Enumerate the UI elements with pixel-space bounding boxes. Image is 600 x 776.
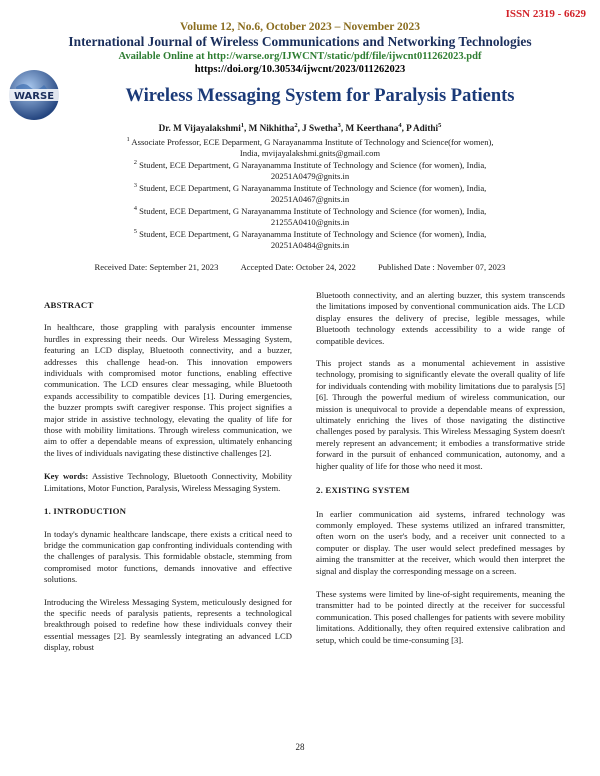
right-paragraph-2: This project stands as a monumental achievement in assistive technology, promising to significantly elevate the overall quality of life for individuals contending with mobility limitations due to paralysis [5] [6]. Through the powerful medium of wireless communication, our mission is unequivocal to provide a dependable means of expression, ultimately enriching the lives of those navigating the distinctive challenges posed by paralysis. This Wireless Messaging System doesn't merely represent an advancement; it embodies a transformative stride forward in the pursuit of enhanced communication, autonomy, and a higher quality of life for those who need it most. bbox=[316, 358, 565, 471]
author-name: M Nikhitha bbox=[248, 123, 295, 134]
left-column bbox=[44, 300, 292, 654]
affil-email: India, mvijayalakshmi.gnits@gmail.com bbox=[239, 148, 381, 159]
introduction-heading: 1. INTRODUCTION bbox=[44, 506, 127, 517]
published-date: Published Date : November 07, 2023 bbox=[377, 262, 506, 272]
intro-paragraph-1: In today's dynamic healthcare landscape, there exists a critical need to bridge the communication gap confronting individuals contending with the challenges of paralysis. This formidable obstacle, stemming from compromised motor functions, demands innovative and effective solutions. bbox=[44, 528, 292, 585]
affil-sup: 2 bbox=[133, 159, 137, 166]
warse-logo bbox=[6, 67, 62, 123]
affil-line: Student, ECE Department, G Narayanamma Institute of Technology and Science (for women), India, bbox=[136, 228, 487, 239]
affil-sup: 1 bbox=[126, 136, 130, 143]
intro-paragraph-2: Introducing the Wireless Messaging System, meticulously designed for the specific needs of paralysis patients, represents a technological breakthrough poised to redefine how these individuals convey their essential messages [2]. By seamlessly integrating an advanced LCD display, robust bbox=[44, 596, 292, 653]
affil-email: 20251A0479@gnits.in bbox=[270, 171, 350, 182]
keywords bbox=[44, 471, 292, 494]
affiliation-1 bbox=[70, 134, 550, 160]
right-column bbox=[316, 290, 565, 646]
affil-line: Student, ECE Department, G Narayanamma Institute of Technology and Science (for women), India, bbox=[136, 205, 487, 216]
affiliation-2 bbox=[70, 157, 550, 183]
affil-line: Student, ECE Department, G Narayanamma Institute of Technology and Science (for women), India, bbox=[136, 182, 487, 193]
accepted-date: Accepted Date: October 24, 2022 bbox=[240, 262, 356, 272]
page-number: 28 bbox=[295, 742, 305, 752]
author-sup: 5 bbox=[438, 122, 442, 129]
keywords-text: Assistive Technology, Bluetooth Connectivity, Mobility Limitations, Motor Function, Paralysis, Wireless Messaging System. bbox=[44, 471, 292, 493]
publication-dates bbox=[0, 262, 600, 272]
affil-email: 21255A0410@gnits.in bbox=[270, 217, 350, 228]
abstract-heading: ABSTRACT bbox=[44, 300, 94, 310]
volume-line: Volume 12, No.6, October 2023 – November 2023 bbox=[180, 21, 420, 33]
author-sup: 4 bbox=[398, 122, 402, 129]
affiliation-3 bbox=[70, 180, 550, 206]
author-name: M Keerthana bbox=[345, 123, 399, 134]
author-sup: 1 bbox=[240, 122, 245, 129]
author-sup: 3 bbox=[337, 122, 341, 129]
existing-paragraph-2: These systems were limited by line-of-sight requirements, meaning the transmitter had to be pointed directly at the receiver for successful communication. This posed challenges for patients with severe mobility limitations. Additionally, they often required extensive calibration and setup, which could be time-consuming [3]. bbox=[316, 588, 565, 645]
author-name: P Adithi bbox=[406, 123, 439, 134]
affil-sup: 4 bbox=[133, 205, 137, 212]
issn-label: ISSN 2319 - 6629 bbox=[505, 8, 586, 20]
affil-sup: 5 bbox=[133, 228, 137, 235]
affil-line: Student, ECE Department, G Narayanamma Institute of Technology and Science (for women), India, bbox=[136, 159, 487, 170]
received-date: Received Date: September 21, 2023 bbox=[94, 262, 219, 272]
affil-sup: 3 bbox=[133, 182, 137, 189]
globe-logo-icon bbox=[6, 67, 62, 123]
affil-line: Associate Professor, ECE Deparment, G Narayanamma Institute of Technology and Science(for women), bbox=[129, 136, 494, 147]
keywords-label: Key words: bbox=[44, 471, 89, 482]
paper-title: Wireless Messaging System for Paralysis Patients bbox=[125, 86, 515, 106]
logo-text: WARSE bbox=[13, 91, 55, 102]
doi-link[interactable]: https://doi.org/10.30534/ijwcnt/2023/011262023 bbox=[194, 64, 406, 75]
affiliation-5 bbox=[70, 226, 550, 252]
existing-system-heading: 2. EXISTING SYSTEM bbox=[316, 485, 410, 496]
affil-email: 20251A0467@gnits.in bbox=[270, 194, 350, 205]
author-sup: 2 bbox=[294, 122, 298, 129]
affil-email: 20251A0484@gnits.in bbox=[270, 240, 350, 251]
affiliation-4 bbox=[70, 203, 550, 229]
journal-name: International Journal of Wireless Communications and Networking Technologies bbox=[68, 34, 532, 49]
author-name: Dr. M Vijayalakshmi bbox=[158, 123, 241, 134]
author-name: J Swetha bbox=[302, 123, 338, 134]
existing-paragraph-1: In earlier communication aid systems, infrared technology was commonly employed. These systems utilized an infrared transmitter, often worn on the user's body, and a receiver unit connected to a computer or display. The user would select predefined messages by aiming the transmitter at the receiver, which would then interpret the signal and display the corresponding message on a screen. bbox=[316, 508, 565, 576]
author-list: Dr. M Vijayalakshmi$^1$, M Nikhitha$^2$, J Swetha$^3$, M Keerthana$^4$, P Adithi$^5$ bbox=[158, 122, 442, 134]
right-paragraph-1: Bluetooth connectivity, and an alerting buzzer, this system transcends the limitations imposed by conventional communication aids. The LCD display ensures the delivery of precise, legible messages, while Bluetooth technology extends accessibility to a wide range of compatible devices. bbox=[316, 290, 565, 346]
abstract-text: In healthcare, those grappling with paralysis encounter immense hurdles in expressing their needs. Our Wireless Messaging System, featuring an LCD display, Bluetooth connectivity, and a buzzer, addresses this challenge head-on. This innovation empowers individuals with compromised motor functions, enabling effective communication. The LCD ensures clear messaging, while Bluetooth expands accessibility to compatible devices [1]. During emergencies, the buzzer prompts swift caregiver response. This project signifies a major stride in assistive technology, elevating the quality of life for those with mobility limitations. Through wireless communication, we aim to offer a dependable means of expression, ultimately enhancing the lives of individuals navigating these distinctive challenges [2]. bbox=[44, 322, 292, 458]
available-online-link[interactable]: Available Online at http://warse.org/IJWCNT/static/pdf/file/ijwcnt011262023.pdf bbox=[118, 51, 482, 62]
